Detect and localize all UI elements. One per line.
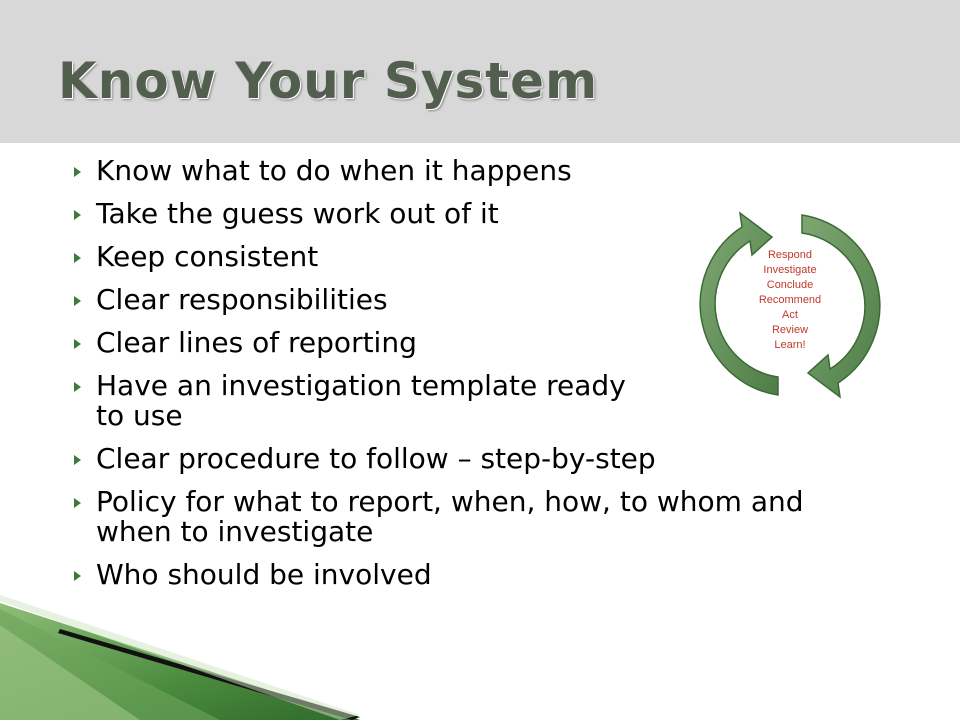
- bullet-text: Clear responsibilities: [96, 283, 388, 316]
- cycle-diagram: [690, 205, 890, 410]
- bullet-item: [74, 156, 834, 186]
- cycle-step-recommend: Recommend: [758, 294, 822, 306]
- triangle-bullet-icon: [74, 296, 81, 306]
- cycle-step-act: Act: [782, 309, 798, 321]
- bullet-item: [74, 444, 834, 474]
- bullet-text: Clear procedure to follow – step-by-step: [96, 442, 656, 475]
- triangle-bullet-icon: [74, 167, 81, 177]
- triangle-bullet-icon: [74, 382, 81, 392]
- cycle-step-investigate: Investigate: [763, 264, 817, 276]
- triangle-bullet-icon: [74, 455, 81, 465]
- triangle-bullet-icon: [74, 498, 81, 508]
- triangle-bullet-icon: [74, 339, 81, 349]
- cycle-step-conclude: Conclude: [766, 279, 814, 291]
- bullet-text: Know what to do when it happens: [96, 154, 572, 187]
- triangle-bullet-icon: [74, 571, 81, 581]
- cycle-step-respond: Respond: [767, 249, 813, 261]
- bullet-text: Who should be involved: [96, 558, 432, 591]
- bullet-text: Have an investigation template ready to use: [96, 369, 626, 432]
- triangle-bullet-icon: [74, 253, 81, 263]
- cycle-step-learn: Learn!: [774, 339, 806, 351]
- cycle-step-review: Review: [771, 324, 809, 336]
- bullet-text: Policy for what to report, when, how, to whom and when to investigate: [96, 485, 804, 548]
- bullet-item: [74, 487, 834, 547]
- bullet-item: [74, 560, 834, 590]
- bullet-text: Keep consistent: [96, 240, 319, 273]
- triangle-bullet-icon: [74, 210, 81, 220]
- slide-title: Know Your System: [58, 52, 599, 110]
- corner-decoration: [0, 595, 420, 720]
- bullet-text: Take the guess work out of it: [96, 197, 499, 230]
- cycle-steps: [740, 248, 840, 353]
- bullet-text: Clear lines of reporting: [96, 326, 417, 359]
